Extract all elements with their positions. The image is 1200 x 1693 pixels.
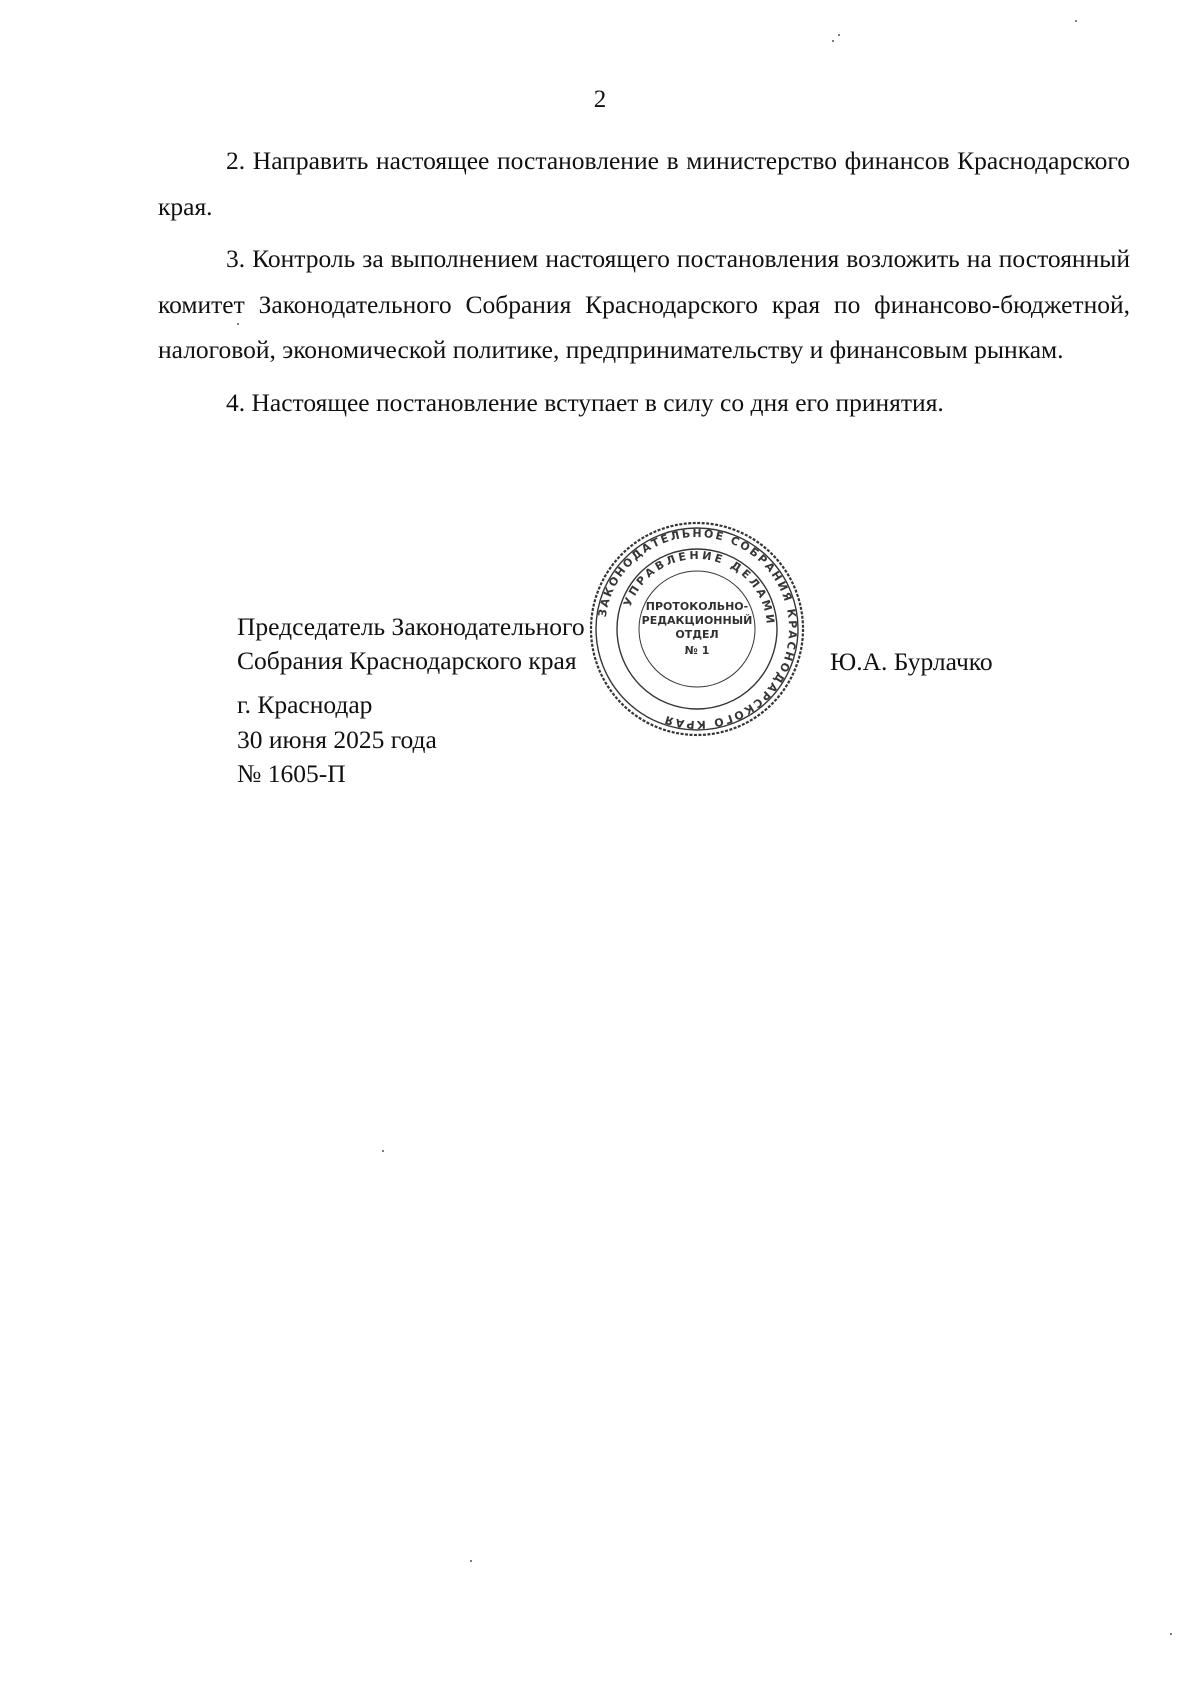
scan-speck xyxy=(1170,1633,1172,1635)
seal-center-line-2: РЕДАКЦИОННЫЙ xyxy=(641,614,753,627)
page-number: 2 xyxy=(593,86,607,113)
seal-inner-text: УПРАВЛЕНИЕ ДЕЛАМИ xyxy=(620,548,778,628)
scan-speck xyxy=(237,323,239,325)
document-body xyxy=(158,138,1130,425)
seal-center-line-4: № 1 xyxy=(684,644,710,657)
scan-speck xyxy=(470,1560,472,1562)
paragraph-4: 4. Настоящее постановление вступает в силу со дня его принятия. xyxy=(226,387,944,417)
seal-center-line-3: ОТДЕЛ xyxy=(675,628,719,641)
scan-speck xyxy=(832,40,834,42)
signatory-title-line-2: Собрания Краснодарского края xyxy=(237,646,577,675)
signatory-title-line-1: Председатель Законодательного xyxy=(237,612,585,641)
document-number: № 1605-П xyxy=(237,759,346,788)
signatory-title xyxy=(237,610,585,678)
document-date: 30 июня 2025 года xyxy=(237,724,437,754)
seal-center-line-1: ПРОТОКОЛЬНО- xyxy=(645,600,749,613)
scan-speck xyxy=(838,34,840,36)
scan-speck xyxy=(1075,20,1077,22)
city: г. Краснодар xyxy=(237,690,373,719)
official-seal-stamp xyxy=(588,520,806,738)
paragraph-2: 2. Направить настоящее постановление в министерство финансов Краснодарского края. xyxy=(158,146,1130,221)
signatory-name: Ю.А. Бурлачко xyxy=(830,647,993,676)
seal-outer-text: ЗАКОНОДАТЕЛЬНОЕ СОБРАНИЯ КРАСНОДАРСКОГО КРАЯ xyxy=(595,526,800,732)
place-date-number xyxy=(237,688,437,792)
scan-speck xyxy=(382,1150,384,1152)
paragraph-3: 3. Контроль за выполнением настоящего постановления возложить на постоянный комитет Законодательного Собрания Краснодарского края по финансово-бюджетной, налоговой, экономической политике, предпринимательству и финансовым рынкам. xyxy=(158,244,1130,364)
